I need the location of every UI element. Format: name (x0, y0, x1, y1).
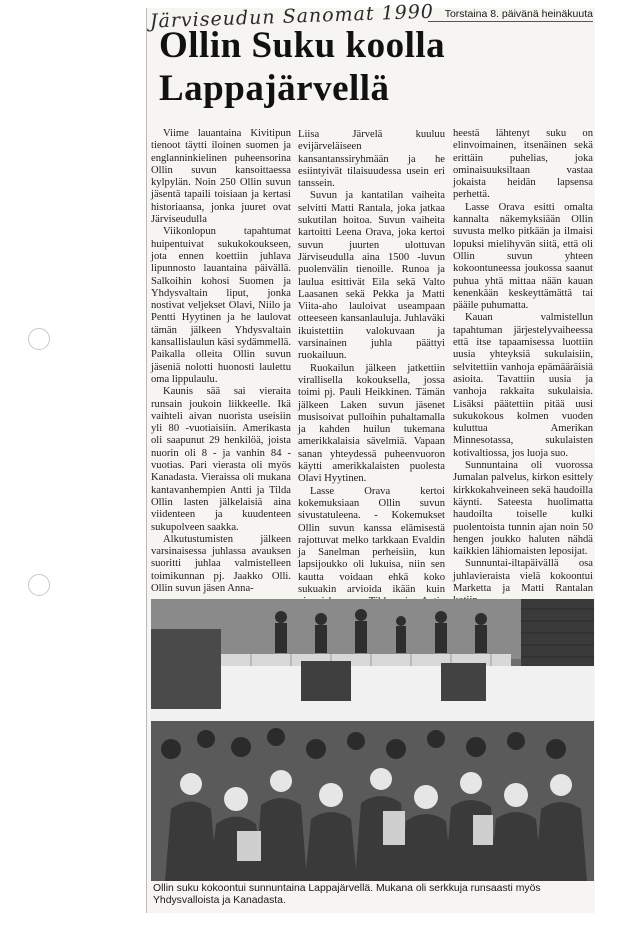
article-column-2 (298, 129, 445, 621)
headline-line-1: Ollin Suku koolla (159, 25, 446, 66)
binder-hole-top (28, 328, 50, 350)
paragraph: Viikonlopun tapahtumat huipentuivat sukukokoukseen, jota ennen koettiin juhlava lipunnosto lauantaina päivällä. Salkoihin kohosi Suomen ja Yhdysvaltain liput, jonka nostivat veljekset Olavi, Niilo ja Pentti Hyytinen ja he laulovat tämän jälkeen Yhdysvaltain kansallislaulun käsi sydämmellä. Paikalla olleita Ollin suvun jäseniä nolotti huonosti laulettu oma lippulaulu. (151, 226, 291, 385)
paragraph: Alkutustumisten jälkeen varsinaisessa juhlassa avauksen suoritti juhlaa valmistelleen toimikunnan pj. Jaakko Olli. Ollin suvun jäsen Anna- (151, 533, 291, 594)
paragraph: Ruokailun jälkeen jatkettiin virallisella kokouksella, jossa toimi pj. Pauli Heikkinen. Tämän jälkeen Laken suvun jäsenet musisoivat pulloihin puhaltamalla ja kahden huilun tukemana amerikkalaisia sävelmiä. Vapaan sanan yhteydessä puheenvuoron käytti amerikkalaisten puolesta Olavi Hyytinen. (298, 362, 445, 485)
headline-line-2: Lappajärvellä (159, 68, 390, 109)
headline (159, 24, 589, 110)
paragraph: heestä lähtenyt suku on elinvoimainen, itsenäinen sekä erittäin puhelias, joka ominaisuuksiltaan vastaa jokaista heidän lapsensa perhettä. (453, 128, 593, 201)
dateline: Torstaina 8. päivänä heinäkuuta (428, 8, 593, 22)
paragraph: Viime lauantaina Kivitipun tienoot täytti iloinen suomen ja englanninkielinen puheensorina Ollin suvun kansoittaessa kylpylän. Noin 250 Ollin suvun jäsentä tapaili toisiaan ja kertasi historiaansa, jonka juuret ovat Järviseudulla (151, 128, 291, 226)
article-column-3 (453, 128, 593, 608)
handwritten-source-note: Järviseudun Sanomat 1990 (149, 0, 435, 33)
crowd-photo-illustration (151, 599, 594, 881)
binder-hole-bottom (28, 574, 50, 596)
paragraph: Lasse Orava esitti omalta kannalta näkemyksiään Ollin suvusta melko pitkään ja ilmaisi lopuksi mielihyvän siitä, että oli Ollin suvun yhteen kokoontuneessa joukossa saanut puhua yhtä mittaa nään kauan kenenkään keskeyttämättä tai pääile puhumatta. (453, 201, 593, 312)
paragraph: Sunnuntaina oli vuorossa Jumalan palvelus, kirkon esittely kirkkokahveineen sekä haudoilla käynti. Sateesta huolimatta haudoilta toiselle kulki puolentoista tunnin ajan noin 50 hengen joukko haluten nähdä kaikkien lähiomaisten leposijat. (453, 460, 593, 558)
paragraph: Liisa Järvelä kuuluu evijärveläiseen kansantanssiryhmään ja he esiintyivät tilaisuudessa usein eri tanssein. (298, 129, 445, 190)
paragraph: Kauan valmistellun tapahtuman järjestelyvaiheessa että itse tapaamisessa luottiin uusia yhteyksiä sukulaisiin, selvitettiin vanhoja epämääräisiä asioita. Tavattiin uusia ja vanhoja rakkaita sukulaisia. Lisäksi päätettiin pitää uusi sukukokous kolmen vuoden kuluttua Amerikan Minnesotassa, sukulaisten kotivaltiossa, jos luoja suo. (453, 312, 593, 459)
photo-caption: Ollin suku kokoontui sunnuntaina Lappajärvellä. Mukana oli serkkuja runsaasti myös Yhdysvalloista ja Kanadasta. (153, 883, 541, 906)
event-photo (151, 599, 594, 881)
paragraph: Lasse Orava kertoi kokemuksiaan Ollin suvun sivustatuleena. - Kokemukset Ollin suvun kanssa elämisestä rajottuvat melko tarkkaan Evaldin ja Sanelman perheisiin, kun lapsijoukko oli lukuisa, niin sen kautta voidaan ehkä koko sukuakin arvioida ikään kuin (298, 485, 445, 595)
paragraph: Kaunis sää sai vieraita runsain joukoin liikkeelle. Ikä vaihteli aivan nuorista useisiin yli 80 -vuotiaisiin. Amerikasta oli saapunut 29 henkilöä, joista nuorin oli 8 - ja vanhin 84 -vuotias. Pari vierasta oli myös Kanadasta. Vieraissa oli mukana kantavanhempien Antti ja Tilda Ollin lasten jälkelaisiä aina viidenteen ja kuudenteen sukupolveen saakka. (151, 386, 291, 533)
paragraph: Sunnuntai-iltapäivällä osa juhlavieraista vielä kokoontui Marketta ja Matti Rantalan (453, 558, 593, 594)
paragraph: Suvun ja kantatilan vaiheita selvitti Matti Rantala, joka jatkaa sukutilan hoitoa. Suvun vaiheita kartoitti Leena Orava, joka kertoi suvun juurten ulottuvan Järviseudulla aina 1500 -luvun puolenvälin tienoille. Runoa ja laulua esittivät Eila sekä Valto Laasanen sekä Pekka ja Matti Viita-aho lauloivat useampaan otteeseen kansanlauluja. Juhlaväki ikuistettiin valokuvaan ja varsinainen juhla päättyi ruokailuun. (298, 190, 445, 362)
article-column-1 (151, 128, 291, 595)
